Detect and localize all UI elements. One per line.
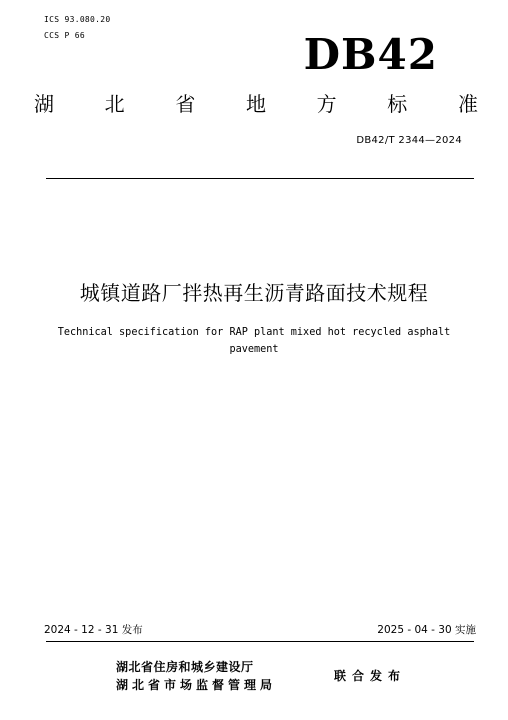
publish-date: 2024 - 12 - 31 发布 <box>44 624 143 636</box>
category-char: 地 <box>245 92 266 116</box>
category-char: 标 <box>387 92 408 116</box>
ics-code: ICS 93.080.20 <box>44 15 111 24</box>
category-char: 北 <box>104 92 125 116</box>
db-code-heading: DB42 <box>303 30 438 79</box>
standard-category <box>32 90 480 118</box>
joint-issue-label: 联合发布 <box>334 669 407 683</box>
implement-date: 2025 - 04 - 30 实施 <box>377 624 476 636</box>
category-char: 准 <box>457 92 478 116</box>
bottom-divider <box>46 641 474 642</box>
category-char: 湖 <box>34 92 54 116</box>
top-divider <box>46 178 474 179</box>
issuer-housing-department: 湖北省住房和城乡建设厅 <box>116 660 254 674</box>
category-char: 方 <box>316 92 337 116</box>
ccs-code: CCS P 66 <box>44 31 85 40</box>
title-english: Technical specification for RAP plant mixed hot recycled asphalt pavement <box>57 327 451 355</box>
issuer-market-regulation: 湖北省市场监督管理局 <box>116 678 277 692</box>
standard-number: DB42/T 2344—2024 <box>356 135 462 146</box>
title-chinese: 城镇道路厂拌热再生沥青路面技术规程 <box>79 281 429 305</box>
category-char: 省 <box>175 92 196 116</box>
